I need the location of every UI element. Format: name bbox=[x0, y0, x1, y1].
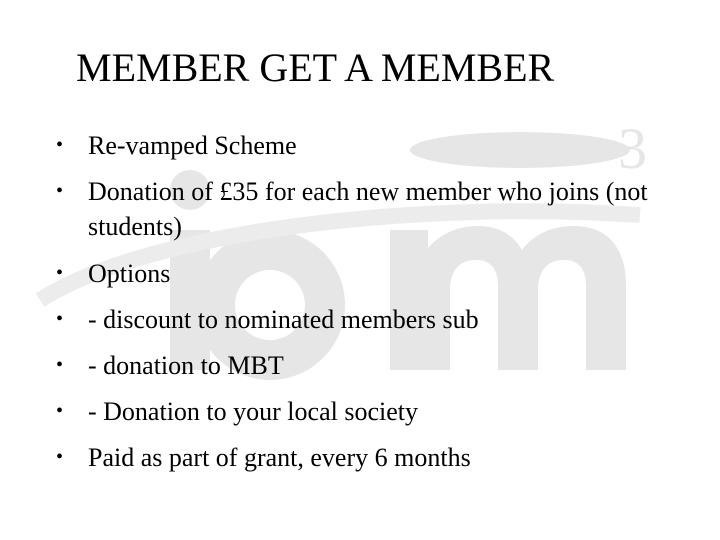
bullet-dot-icon: • bbox=[56, 446, 64, 468]
bullet-dot-icon: • bbox=[56, 308, 64, 330]
slide-title: MEMBER GET A MEMBER bbox=[76, 45, 555, 90]
bullet-text: Paid as part of grant, every 6 months bbox=[88, 443, 471, 472]
bullet-text: - discount to nominated members sub bbox=[88, 305, 479, 334]
bullet-dot-icon: • bbox=[56, 134, 64, 156]
bullet-list bbox=[56, 128, 656, 486]
bullet-item bbox=[56, 256, 656, 291]
bullet-dot-icon: • bbox=[56, 400, 64, 422]
bullet-text: Re-vamped Scheme bbox=[88, 131, 297, 160]
bullet-item bbox=[56, 394, 656, 429]
bullet-text: - Donation to your local society bbox=[88, 397, 418, 426]
bullet-item bbox=[56, 440, 656, 475]
watermark-superscript-3: 3 bbox=[618, 116, 647, 181]
bullet-text: Options bbox=[88, 259, 171, 288]
bullet-item bbox=[56, 348, 656, 383]
bullet-item bbox=[56, 302, 656, 337]
bullet-dot-icon: • bbox=[56, 262, 64, 284]
bullet-item bbox=[56, 174, 656, 244]
bullet-text: - donation to MBT bbox=[88, 351, 284, 380]
bullet-item bbox=[56, 128, 656, 163]
bullet-dot-icon: • bbox=[56, 354, 64, 376]
bullet-dot-icon: • bbox=[56, 180, 64, 202]
bullet-text: Donation of £35 for each new member who joins (not students) bbox=[88, 177, 648, 241]
